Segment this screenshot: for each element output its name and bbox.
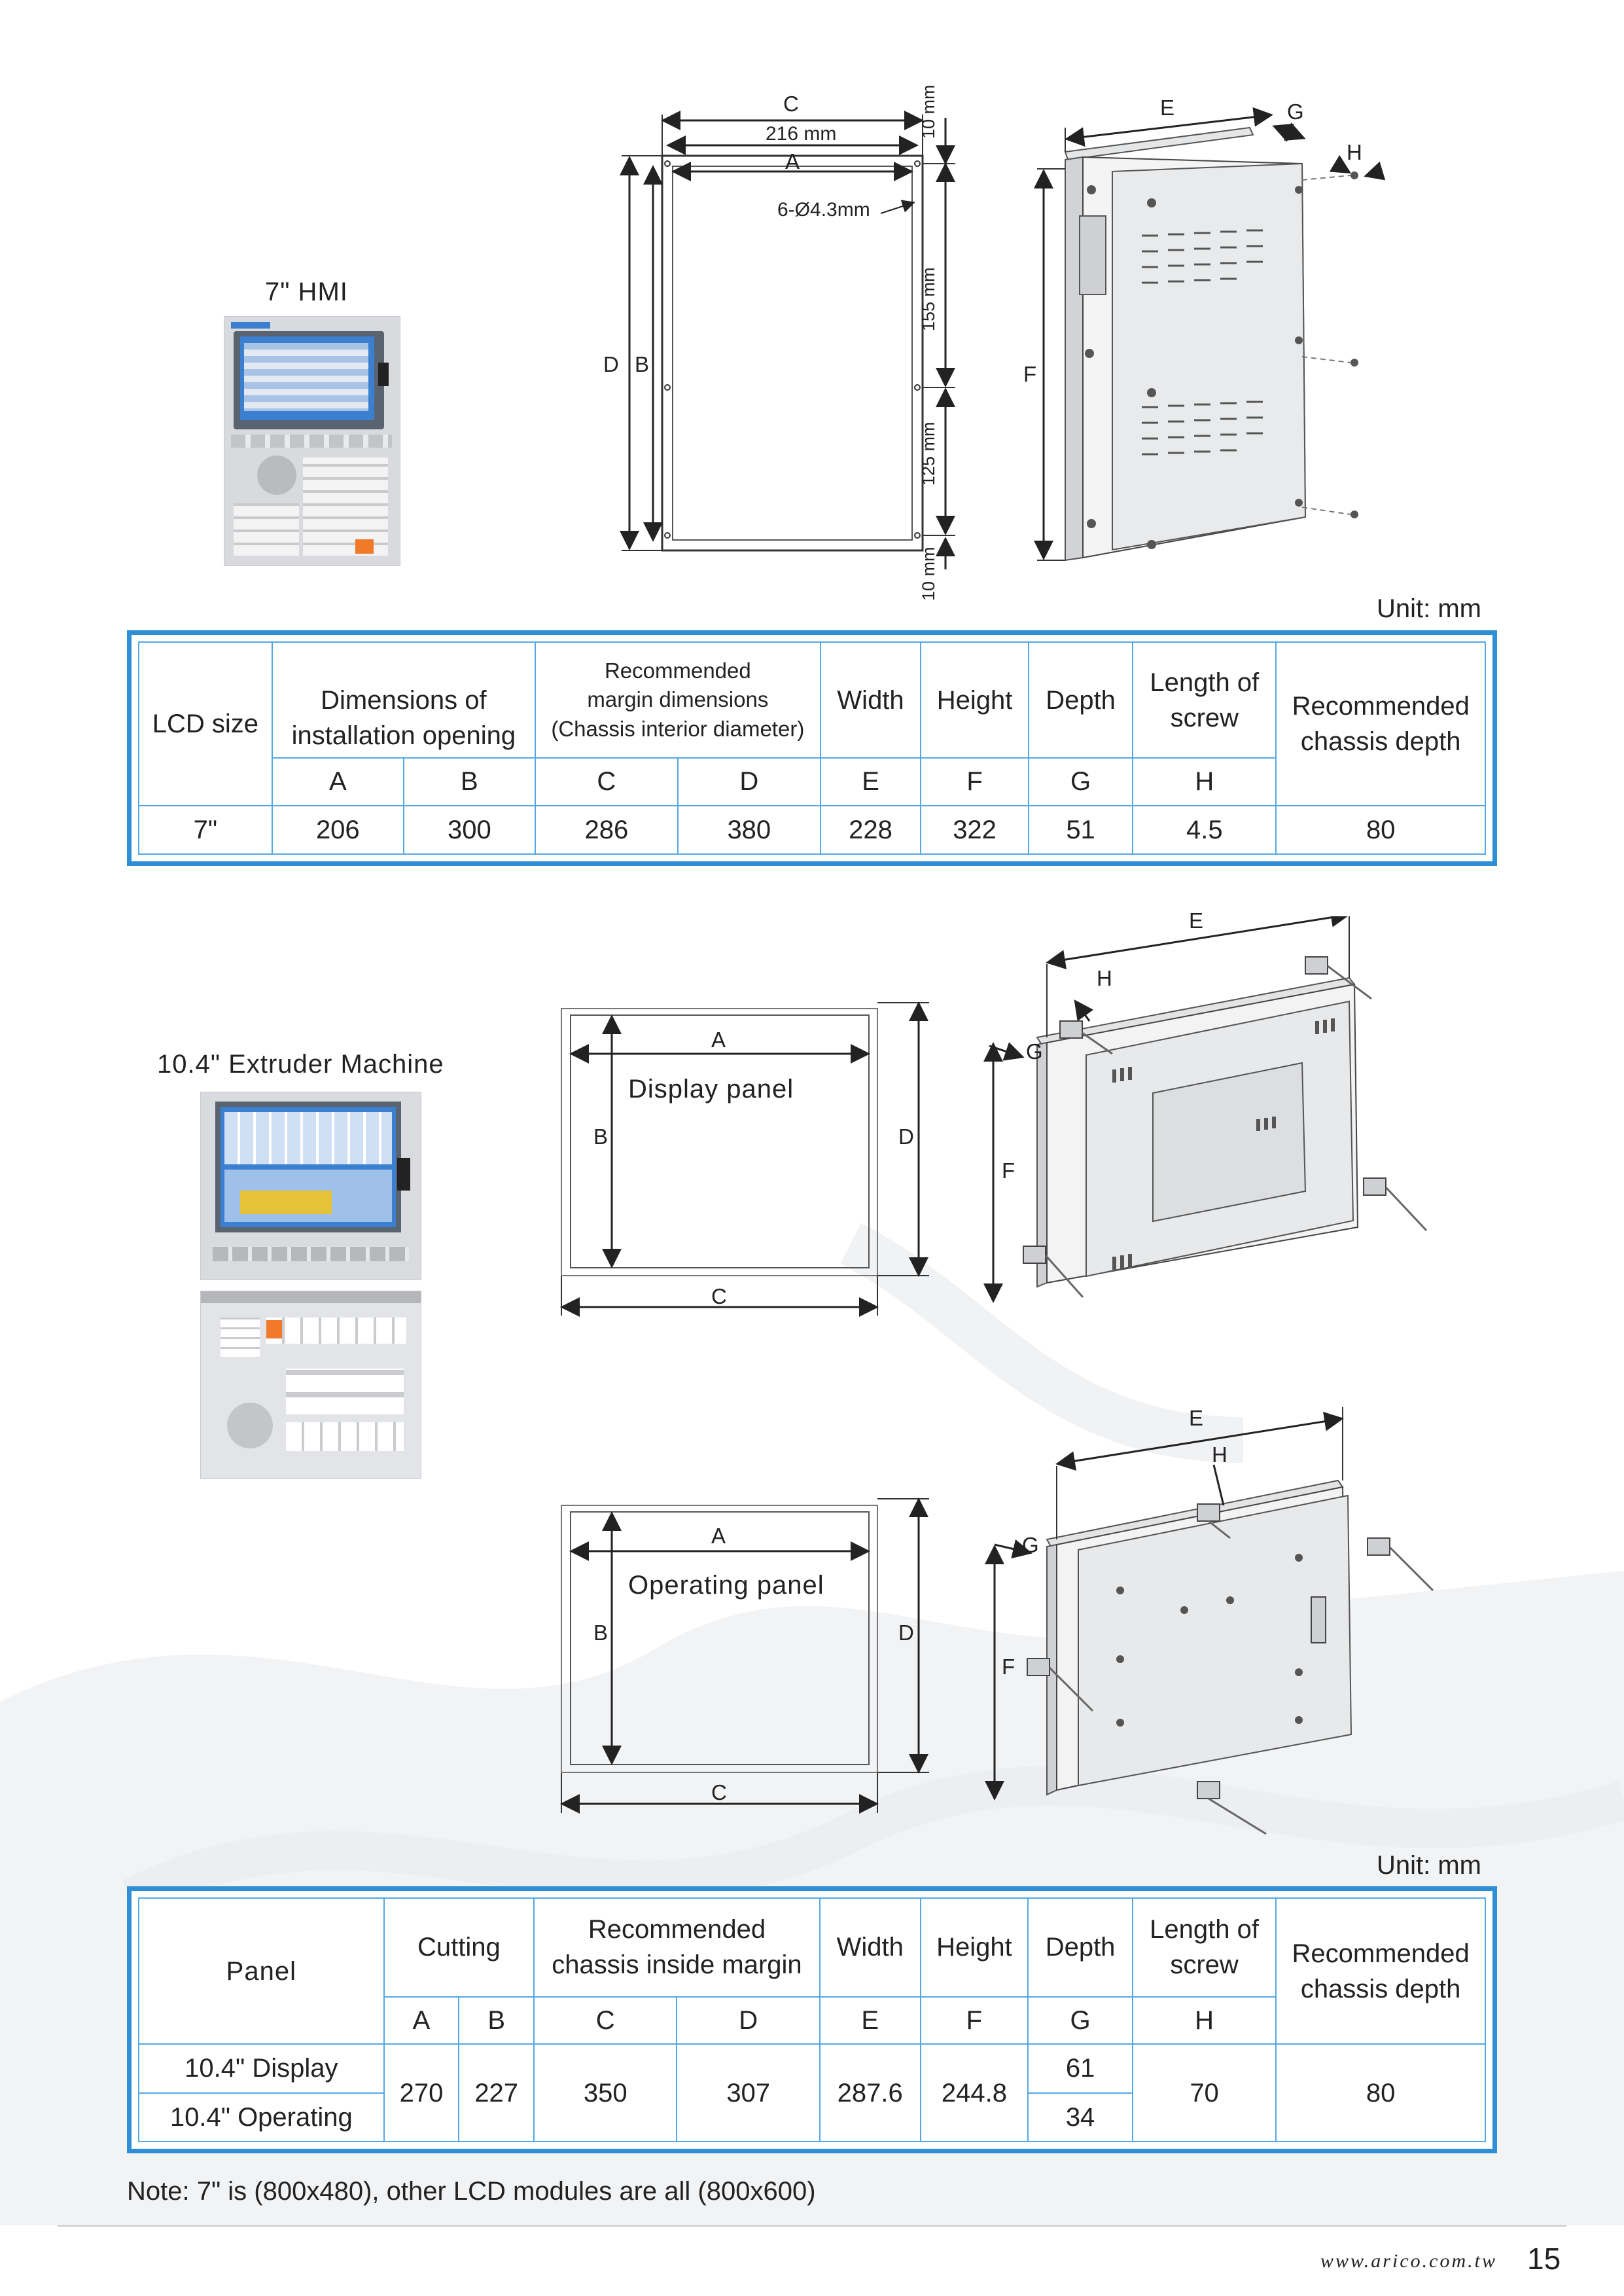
sub-g: G [1028, 1997, 1133, 2044]
display-label-d: D [898, 1124, 914, 1149]
footer-url: www.arico.com.tw [1320, 2250, 1497, 2272]
operating-label-g: G [1022, 1533, 1039, 1557]
header-depth: Depth [1029, 642, 1133, 758]
cell-d: 307 [677, 2044, 819, 2142]
cell-a: 206 [272, 806, 404, 854]
display-label-e: E [1189, 908, 1204, 933]
cell-d: 380 [678, 806, 821, 854]
sub-e: E [820, 1997, 921, 2044]
hmi-7-label-c: C [783, 92, 799, 116]
hmi-7-label-10bot: 10 mm [919, 547, 938, 601]
hmi-7-label-f: F [1023, 362, 1037, 386]
operating-label-c: C [711, 1780, 727, 1804]
header-height: Height [921, 642, 1029, 758]
display-label-f: F [1002, 1158, 1015, 1183]
hmi-7-title: 7" HMI [265, 278, 348, 306]
sub-c: C [534, 1997, 677, 2044]
cell-g: 51 [1029, 806, 1133, 854]
sub-a: A [272, 758, 404, 805]
cell-chassis-depth: 80 [1276, 2044, 1485, 2142]
header-chassis-depth: Recommended chassis depth [1276, 1898, 1485, 2044]
header-recommended-margin: Recommended margin dimensions (Chassis interior diameter) [535, 642, 821, 758]
sub-d: D [678, 758, 821, 805]
operating-panel-label: Operating panel [628, 1571, 824, 1600]
hmi-7-label-h: H [1347, 140, 1362, 164]
display-label-a: A [711, 1028, 726, 1052]
operating-label-e: E [1189, 1406, 1204, 1430]
operating-label-a: A [711, 1524, 726, 1548]
sub-h: H [1133, 758, 1276, 805]
cell-h: 70 [1133, 2044, 1276, 2142]
cell-b: 300 [404, 806, 535, 854]
sub-d: D [677, 1997, 819, 2044]
cell-lcd-size: 7" [139, 806, 272, 854]
header-width: Width [820, 1898, 921, 1997]
display-label-g: G [1026, 1039, 1043, 1064]
cell-c: 350 [534, 2044, 677, 2142]
cell-c: 286 [535, 806, 678, 854]
hmi-7-label-216: 216 mm [766, 123, 837, 145]
hmi-7-label-a: A [785, 149, 800, 173]
header-recommended-margin: Recommended chassis inside margin [534, 1898, 820, 1997]
header-lcd-size: LCD size [139, 642, 272, 806]
hmi-7-label-10top: 10 mm [919, 84, 938, 139]
header-chassis-depth: Recommended chassis depth [1276, 642, 1485, 806]
operating-label-f: F [1002, 1655, 1015, 1679]
spec-table-7 [127, 630, 1497, 866]
cell-display-name: 10.4" Display [139, 2044, 384, 2092]
hmi-7-label-g: G [1287, 99, 1304, 124]
sub-f: F [921, 758, 1029, 805]
spec-table-7-grid [138, 641, 1486, 855]
footer-rule [58, 2225, 1566, 2227]
sub-h: H [1133, 1997, 1276, 2044]
header-height: Height [921, 1898, 1029, 1997]
header-panel: Panel [139, 1898, 384, 2044]
cell-e: 287.6 [820, 2044, 921, 2142]
table-row [139, 2044, 1485, 2092]
cell-chassis-depth: 80 [1276, 806, 1485, 854]
hmi-7-label-e: E [1160, 96, 1175, 120]
header-screw-length: Length of screw [1133, 642, 1276, 758]
operating-label-d: D [898, 1621, 914, 1645]
cell-a: 270 [384, 2044, 459, 2142]
unit-label-1: Unit: mm [1377, 594, 1481, 623]
display-label-b: B [593, 1124, 609, 1149]
sub-e: E [821, 758, 921, 805]
header-width: Width [821, 642, 921, 758]
cell-g-display: 61 [1028, 2044, 1133, 2092]
sub-b: B [404, 758, 535, 805]
display-cutout-drawing [550, 995, 929, 1329]
page-number: 15 [1527, 2242, 1561, 2276]
spec-table-10 [127, 1886, 1497, 2153]
cell-e: 228 [821, 806, 921, 854]
sub-c: C [535, 758, 678, 805]
hmi-7-label-b: B [635, 352, 650, 376]
extruder-display-image [200, 1092, 421, 1280]
hmi-7-label-125: 125 mm [919, 422, 938, 486]
cell-g-operating: 34 [1028, 2093, 1133, 2142]
sub-a: A [384, 1997, 459, 2044]
extruder-operating-image [200, 1291, 421, 1479]
unit-label-2: Unit: mm [1377, 1851, 1481, 1880]
hmi-7-label-hole: 6-Ø4.3mm [777, 199, 870, 221]
sub-g: G [1029, 758, 1133, 805]
display-label-h: H [1097, 966, 1112, 990]
hmi-7-label-155: 155 mm [919, 267, 938, 331]
table-row [139, 806, 1485, 854]
operating-label-h: H [1212, 1443, 1227, 1467]
display-panel-label: Display panel [628, 1075, 794, 1103]
spec-table-10-grid [138, 1897, 1486, 2142]
header-screw-length: Length of screw [1133, 1898, 1276, 1997]
display-rear-drawing [981, 916, 1459, 1322]
header-dimensions: Dimensions of installation opening [272, 642, 535, 758]
lcd-note: Note: 7" is (800x480), other LCD modules are all (800x600) [127, 2177, 816, 2206]
hmi-7-device-image [224, 316, 400, 566]
header-depth: Depth [1028, 1898, 1133, 1997]
header-cutting: Cutting [384, 1898, 534, 1997]
extruder-title: 10.4" Extruder Machine [157, 1050, 444, 1079]
cell-operating-name: 10.4" Operating [139, 2093, 384, 2142]
cell-f: 244.8 [921, 2044, 1029, 2142]
sub-f: F [921, 1997, 1029, 2044]
operating-cutout-drawing [550, 1492, 929, 1826]
display-label-c: C [711, 1284, 727, 1308]
operating-rear-drawing [981, 1407, 1459, 1846]
cell-h: 4.5 [1133, 806, 1276, 854]
cell-b: 227 [459, 2044, 534, 2142]
operating-label-b: B [593, 1621, 609, 1645]
sub-b: B [459, 1997, 534, 2044]
hmi-7-label-d: D [603, 352, 619, 376]
cell-f: 322 [921, 806, 1029, 854]
